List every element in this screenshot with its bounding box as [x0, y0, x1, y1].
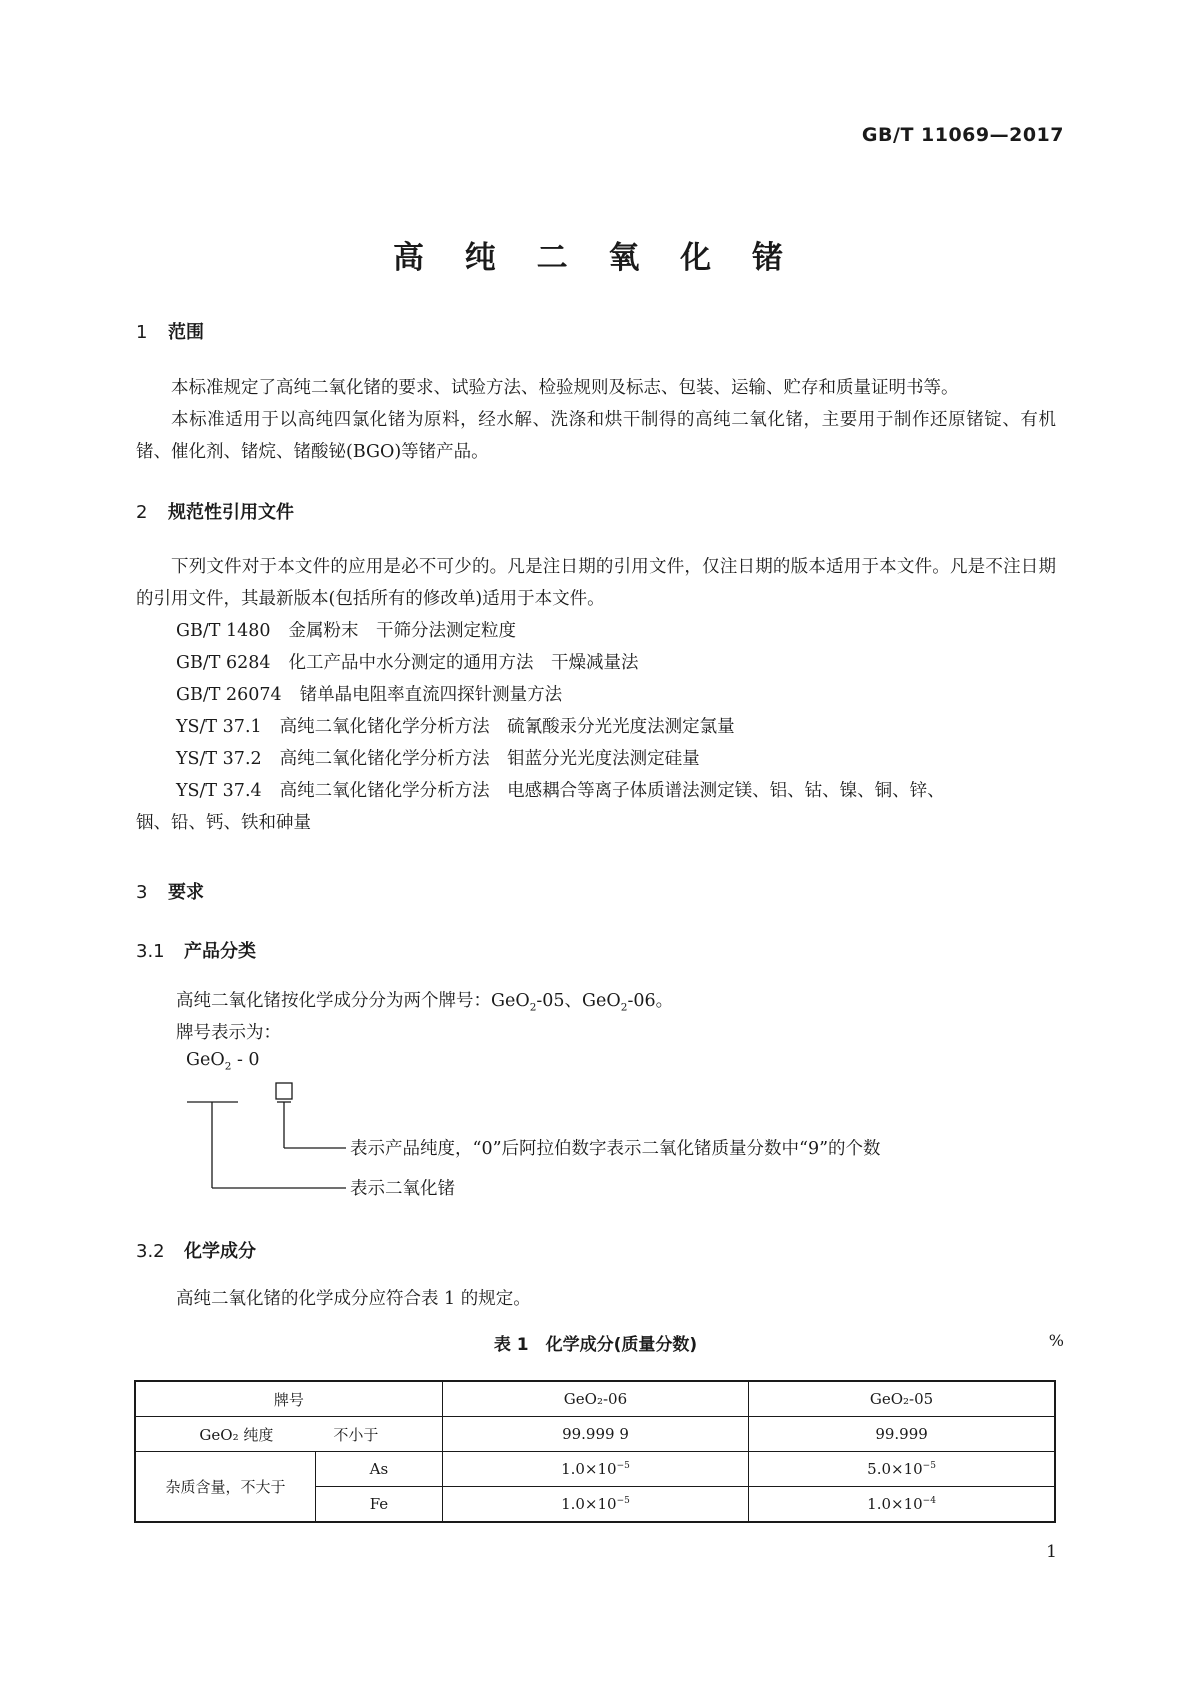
- reference-title: 高纯二氧化锗化学分析方法 硫氰酸汞分光光度法测定氯量: [279, 717, 735, 737]
- grade-description: 高纯二氧化锗按化学成分分为两个牌号：GeO$_2$-05、GeO$_2$-06。: [176, 991, 674, 1014]
- section-title: 规范性引用文件: [168, 502, 294, 523]
- table-cell: $5.0\times 10^{-5}$: [749, 1452, 1055, 1487]
- section-number: 1: [136, 322, 148, 343]
- section-number: 3.1: [136, 941, 165, 962]
- reference-code: YS/T 37.2: [176, 749, 262, 769]
- section-title: 范围: [168, 322, 204, 343]
- section-1-paragraph-1: 本标准规定了高纯二氧化锗的要求、试验方法、检验规则及标志、包装、运输、贮存和质量证明书等。: [171, 378, 959, 398]
- section-title: 要求: [168, 882, 204, 903]
- section-2-intro: 下列文件对于本文件的应用是必不可少的。凡是注日期的引用文件，仅注日期的版本适用于本文件。凡是不注日期的引用文件，其最新版本(包括所有的修改单)适用于本文件。: [136, 557, 1056, 609]
- table-row: [135, 1417, 1055, 1452]
- document-title: 高 纯 二 氧 化 锗: [393, 240, 798, 276]
- reference-code: GB/T 26074: [176, 685, 282, 705]
- section-3-2-heading: [136, 1237, 256, 1263]
- table-header-cell: GeO₂-05: [749, 1381, 1055, 1417]
- table-header-cell: 牌号: [135, 1381, 442, 1417]
- table-row: [135, 1381, 1055, 1417]
- section-number: 2: [136, 502, 148, 523]
- section-3-2-paragraph: 高纯二氧化锗的化学成分应符合表 1 的规定。: [176, 1289, 531, 1309]
- reference-title: 锗单晶电阻率直流四探针测量方法: [299, 685, 563, 705]
- table-cell: As: [316, 1452, 443, 1487]
- diagram-label-material: 表示二氧化锗: [350, 1179, 455, 1199]
- reference-item: [176, 775, 963, 807]
- reference-code: YS/T 37.4: [176, 781, 262, 801]
- reference-item: [176, 679, 580, 711]
- grade-notation-intro: 牌号表示为：: [176, 1023, 281, 1043]
- table-cell: GeO₂ 纯度 不小于: [135, 1417, 442, 1452]
- section-number: 3.2: [136, 1241, 165, 1262]
- reference-title: 金属粉末 干筛分法测定粒度: [288, 621, 517, 641]
- table-caption: 表 1 化学成分(质量分数): [493, 1335, 698, 1355]
- section-title: 产品分类: [184, 941, 256, 962]
- reference-code: GB/T 6284: [176, 653, 271, 673]
- reference-item: [176, 711, 753, 743]
- grade-code: GeO$_2$ - 0: [186, 1050, 260, 1073]
- section-3-heading: [136, 878, 204, 904]
- reference-code: GB/T 1480: [176, 621, 271, 641]
- reference-item: [176, 647, 657, 679]
- diagram-label-purity: 表示产品纯度，“0”后阿拉伯数字表示二氧化锗质量分数中“9”的个数: [350, 1139, 881, 1159]
- table-row: [135, 1452, 1055, 1487]
- section-number: 3: [136, 882, 148, 903]
- placeholder-box: [276, 1083, 292, 1099]
- page-number: 1: [1046, 1542, 1057, 1562]
- section-title: 化学成分: [184, 1241, 256, 1262]
- reference-title: 高纯二氧化锗化学分析方法 电感耦合等离子体质谱法测定镁、铝、钴、镍、铜、锌、: [279, 781, 945, 801]
- reference-code: YS/T 37.1: [176, 717, 262, 737]
- standard-code: GB/T 11069—2017: [861, 124, 1064, 146]
- section-2-heading: [136, 498, 294, 524]
- chemical-composition-table: [134, 1380, 1056, 1523]
- reference-continuation: 铟、铅、钙、铁和砷量: [136, 813, 311, 833]
- table-cell: $1.0\times 10^{-5}$: [442, 1452, 748, 1487]
- table-unit: %: [1048, 1331, 1064, 1350]
- table-cell: 杂质含量，不大于: [135, 1452, 316, 1523]
- section-1-paragraph-2: 本标准适用于以高纯四氯化锗为原料，经水解、洗涤和烘干制得的高纯二氧化锗，主要用于制作还原锗锭、有机锗、催化剂、锗烷、锗酸铋(BGO)等锗产品。: [136, 410, 1056, 462]
- section-3-1-heading: [136, 937, 256, 963]
- section-1-heading: [136, 318, 204, 344]
- table-cell: 99.999: [749, 1417, 1055, 1452]
- table-cell: $1.0\times 10^{-4}$: [749, 1487, 1055, 1523]
- reference-title: 高纯二氧化锗化学分析方法 钼蓝分光光度法测定硅量: [279, 749, 700, 769]
- table-cell: 99.999 9: [442, 1417, 748, 1452]
- table-cell: $1.0\times 10^{-5}$: [442, 1487, 748, 1523]
- table-header-cell: GeO₂-06: [442, 1381, 748, 1417]
- reference-item: [176, 615, 534, 647]
- reference-title: 化工产品中水分测定的通用方法 干燥减量法: [288, 653, 639, 673]
- reference-item: [176, 743, 718, 775]
- table-cell: Fe: [316, 1487, 443, 1523]
